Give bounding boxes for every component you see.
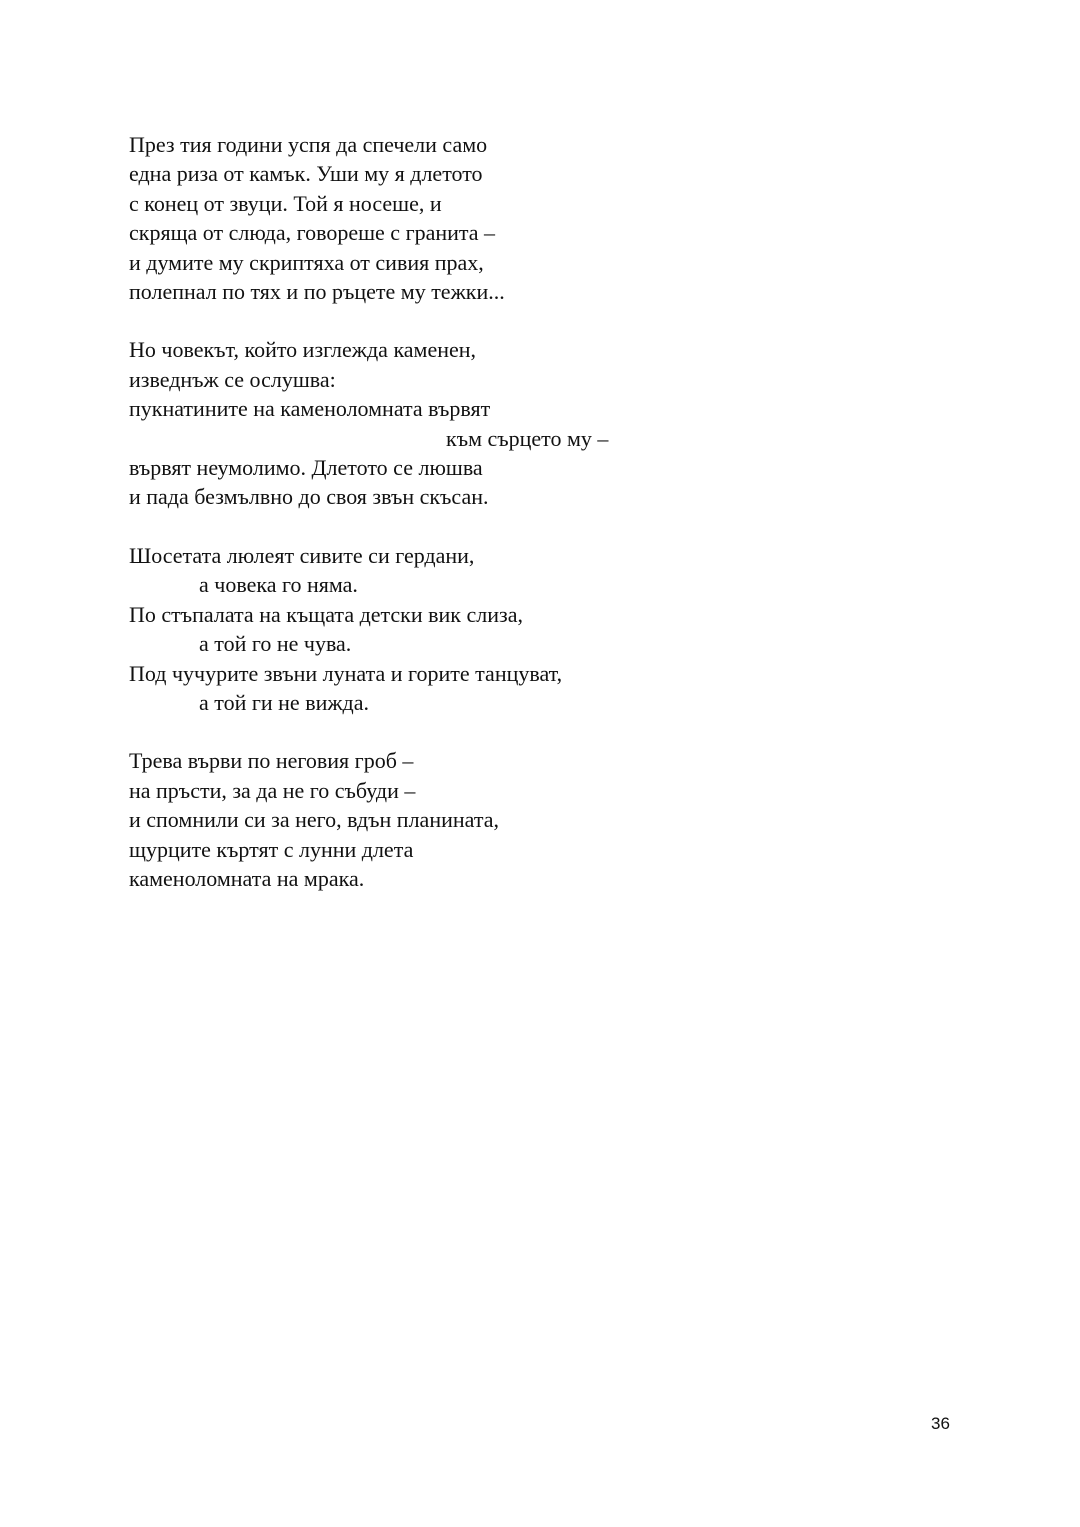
poem-body bbox=[129, 130, 689, 922]
poem-line: скряща от слюда, говореше с гранита – bbox=[129, 220, 496, 246]
poem-line: към сърцето му – bbox=[446, 425, 609, 451]
stanza-3 bbox=[129, 541, 689, 717]
poem-line: Шосетата люлеят сивите си гердани, bbox=[129, 542, 475, 568]
poem-line: каменоломната на мрака. bbox=[129, 865, 365, 891]
poem-line: с конец от звуци. Той я носеше, и bbox=[129, 190, 442, 216]
stanza-2 bbox=[129, 335, 689, 511]
poem-line: пукнатините на каменоломната вървят bbox=[129, 396, 491, 422]
poem-line: щурците къртят с лунни длета bbox=[129, 836, 414, 862]
page-number: 36 bbox=[931, 1414, 950, 1433]
poem-line: и думите му скриптяха от сивия прах, bbox=[129, 249, 484, 275]
poem-line: По стъпалата на къщата детски вик слиза, bbox=[129, 601, 523, 627]
stanza-1 bbox=[129, 130, 689, 306]
poem-line: Трева върви по неговия гроб – bbox=[129, 748, 414, 774]
poem-line: През тия години успя да спечели само bbox=[129, 132, 488, 157]
poem-line: а той ги не вижда. bbox=[199, 689, 370, 715]
poem-line: и спомнили си за него, вдън планината, bbox=[129, 807, 499, 833]
poem-line: а човека го няма. bbox=[199, 572, 358, 598]
poem-line: Под чучурите звъни луната и горите танцуват, bbox=[129, 660, 563, 686]
poem-line: Но човекът, който изглежда каменен, bbox=[129, 337, 477, 363]
poem-line: една риза от камък. Уши му я длетото bbox=[129, 161, 483, 187]
poem-line: на пръсти, за да не го събуди – bbox=[129, 777, 416, 803]
poem-line: а той го не чува. bbox=[199, 631, 352, 657]
poem-line: вървят неумолимо. Длетото се люшва bbox=[129, 455, 483, 481]
stanza-4 bbox=[129, 746, 689, 893]
poem-line: изведнъж се ослушва: bbox=[129, 366, 336, 392]
poem-line: полепнал по тях и по ръцете му тежки... bbox=[129, 279, 505, 305]
poem-line: и пада безмълвно до своя звън скъсан. bbox=[129, 484, 489, 510]
